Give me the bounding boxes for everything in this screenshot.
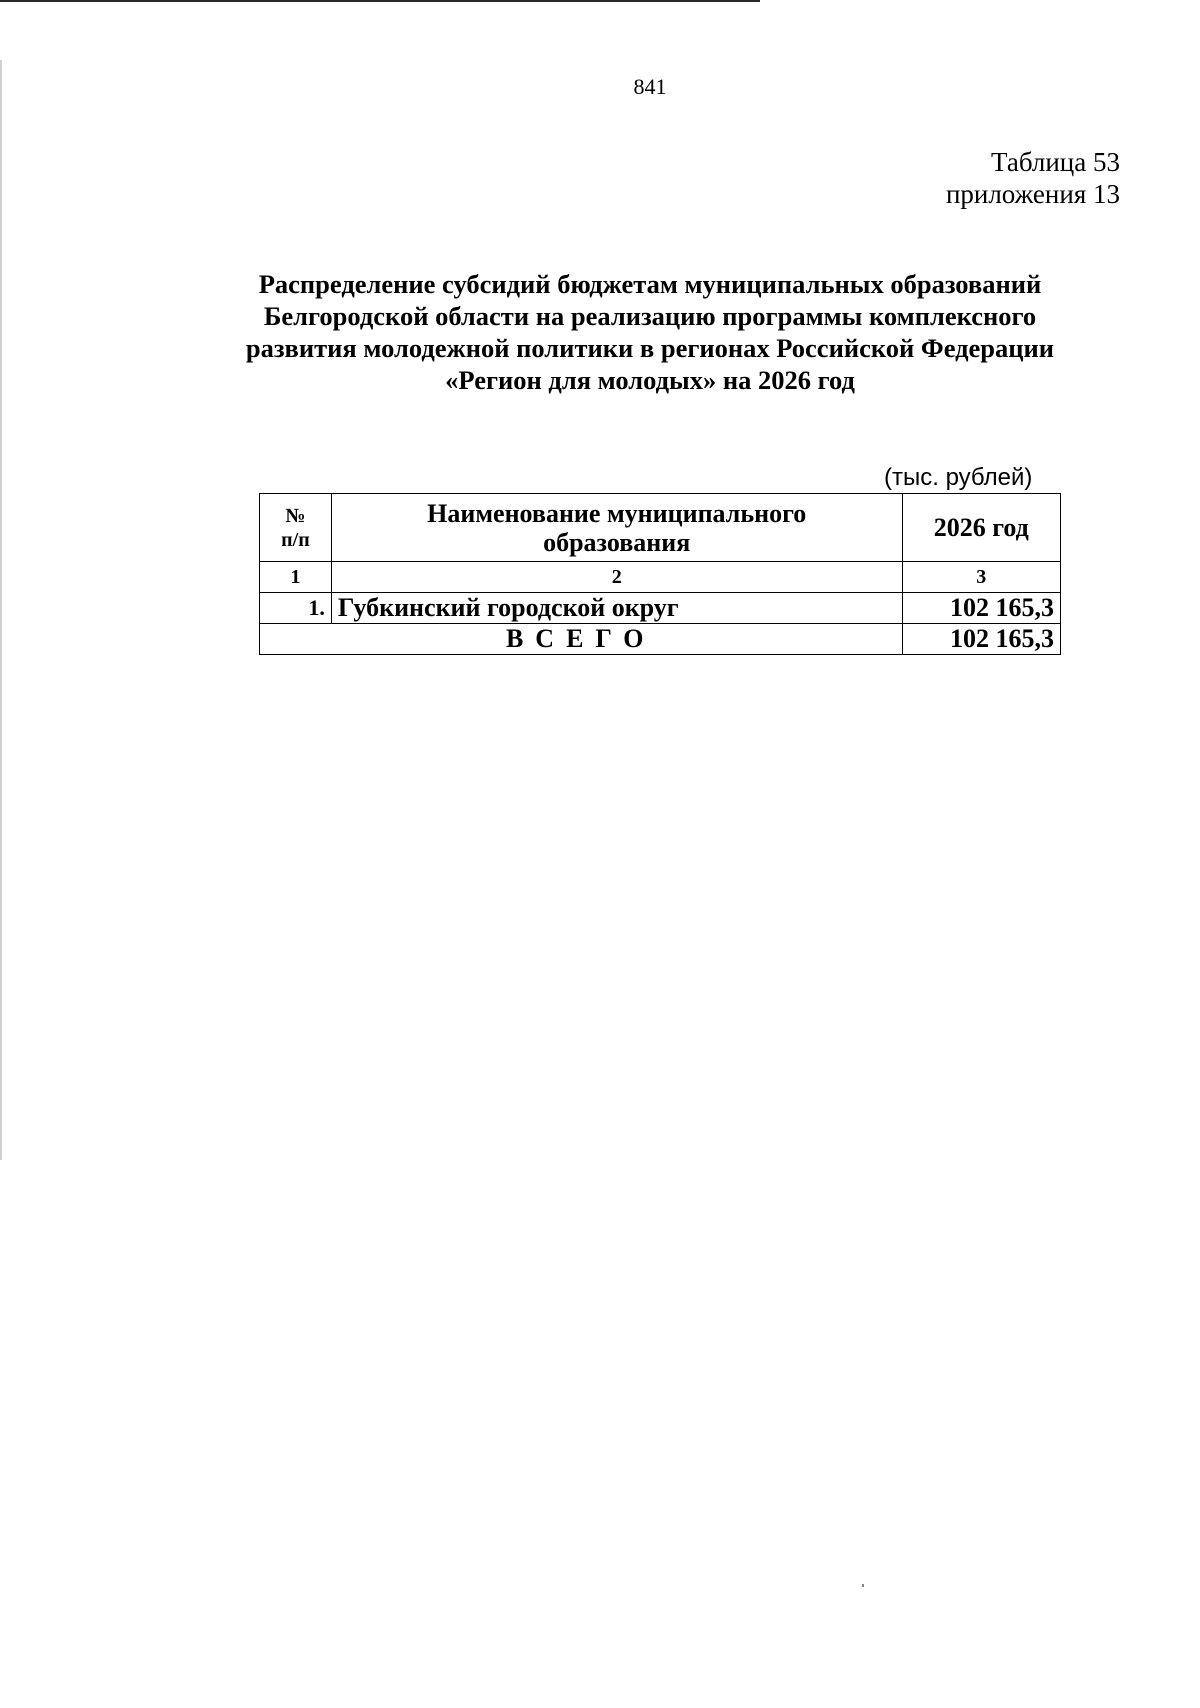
total-row [260,624,1061,655]
header-number-abbr: п/п [281,528,310,551]
subsidy-table [259,493,1061,655]
header-year-cell: 2026 год [902,494,1061,562]
header-name-line-2: образования [543,527,691,557]
total-value: 102 165,3 [902,624,1061,655]
table-reference-line-2: приложения 13 [945,179,1120,209]
page-number: 841 [633,74,667,99]
header-number-sign: № [285,504,306,527]
scan-edge-left [0,60,2,1160]
column-index-1: 1 [260,562,332,593]
row-value: 102 165,3 [902,593,1061,624]
table-row [260,593,1061,624]
table-reference-line-1: Таблица 53 [991,147,1120,177]
column-index-3: 3 [902,562,1061,593]
title-line-3: развития молодежной политики в регионах Российской Федерации [245,333,1055,363]
units-label: (тыс. рублей) [884,464,1033,491]
total-label: ВСЕГО [260,624,903,655]
title-line-4: «Регион для молодых» на 2026 год [445,365,855,395]
scan-speck [862,1584,864,1587]
header-number-cell [260,494,332,562]
header-row [260,494,1061,562]
header-name-cell [331,494,902,562]
row-municipality-name: Губкинский городской округ [331,593,902,624]
column-index-row [260,562,1061,593]
header-name-line-1: Наименование муниципального [427,498,807,528]
title-line-1: Распределение субсидий бюджетам муниципальных образований [258,269,1042,299]
table-reference [946,146,1120,210]
row-number: 1. [260,593,332,624]
title-line-2: Белгородской области на реализацию программы комплексного [263,301,1037,331]
scan-edge-top [0,0,760,2]
document-title [200,268,1100,396]
column-index-2: 2 [331,562,902,593]
